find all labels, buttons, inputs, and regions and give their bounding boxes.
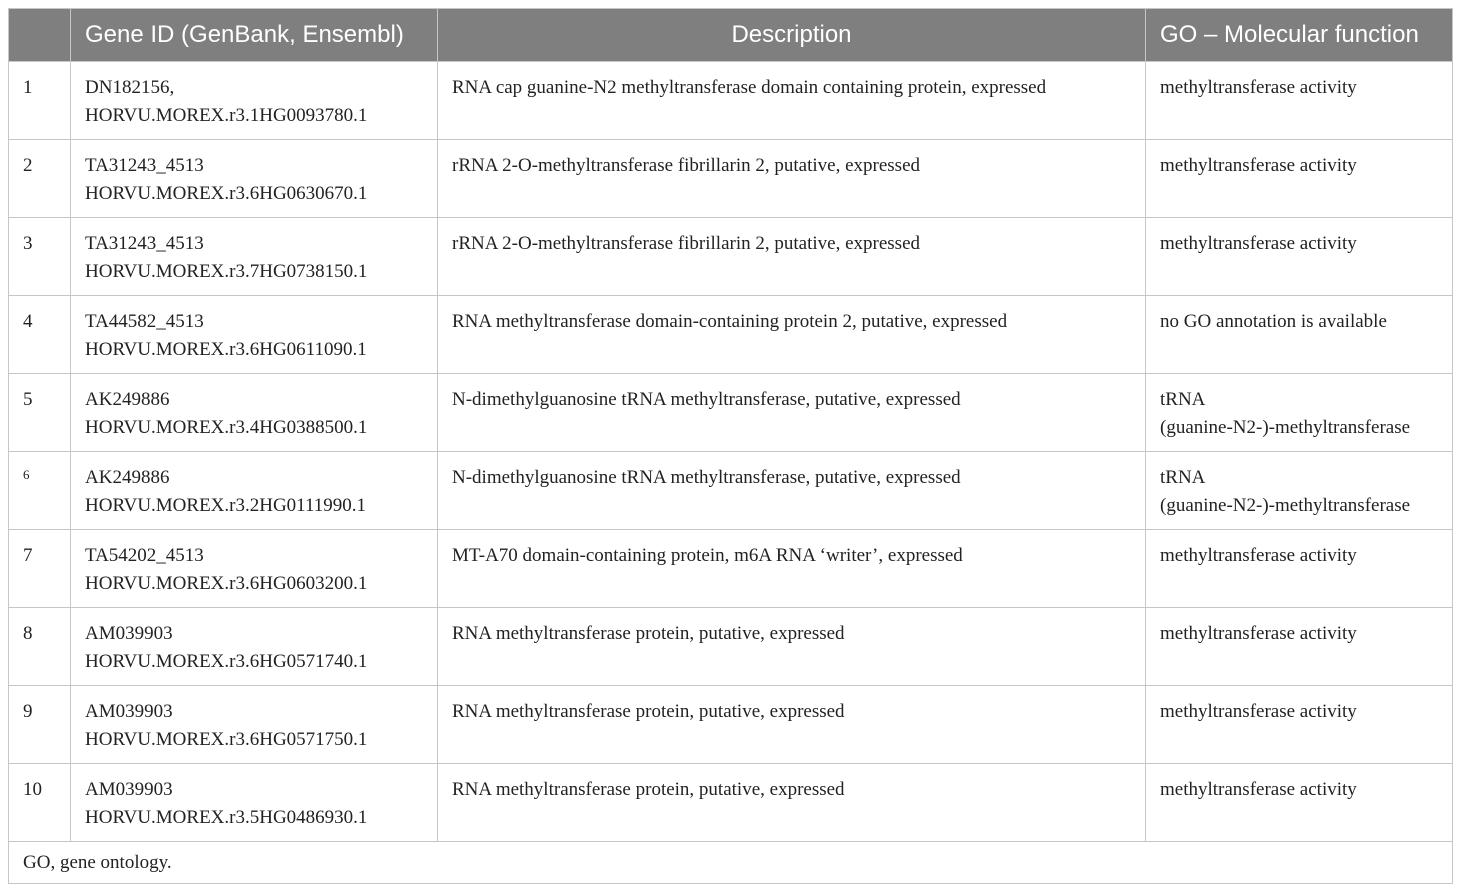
go-function-line: no GO annotation is available xyxy=(1160,311,1387,332)
gene-id-cell xyxy=(71,218,438,296)
ensembl-id: HORVU.MOREX.r3.6HG0630670.1 xyxy=(85,183,368,204)
row-number: 2 xyxy=(9,140,71,218)
table-footnote: GO, gene ontology. xyxy=(9,842,1453,884)
go-function-cell xyxy=(1146,218,1453,296)
genbank-id: TA31243_4513 xyxy=(85,155,204,176)
description-cell: N-dimethylguanosine tRNA methyltransferase, putative, expressed xyxy=(438,374,1146,452)
go-function-cell xyxy=(1146,62,1453,140)
ensembl-id: HORVU.MOREX.r3.6HG0603200.1 xyxy=(85,573,368,594)
go-function-line: methyltransferase activity xyxy=(1160,623,1357,644)
table-body xyxy=(9,62,1453,842)
ensembl-id: HORVU.MOREX.r3.4HG0388500.1 xyxy=(85,417,368,438)
ensembl-id: HORVU.MOREX.r3.1HG0093780.1 xyxy=(85,105,368,126)
go-function-line: methyltransferase activity xyxy=(1160,155,1357,176)
gene-id-cell xyxy=(71,764,438,842)
row-number: 7 xyxy=(9,530,71,608)
table-footer xyxy=(9,842,1453,884)
table-header xyxy=(9,9,1453,62)
go-function-cell xyxy=(1146,764,1453,842)
ensembl-id: HORVU.MOREX.r3.6HG0571750.1 xyxy=(85,729,368,750)
genbank-id: TA44582_4513 xyxy=(85,311,204,332)
description-cell: rRNA 2-O-methyltransferase fibrillarin 2, putative, expressed xyxy=(438,140,1146,218)
header-number xyxy=(9,9,71,62)
ensembl-id: HORVU.MOREX.r3.2HG0111990.1 xyxy=(85,495,367,516)
gene-id-cell xyxy=(71,608,438,686)
genbank-id: AM039903 xyxy=(85,779,173,800)
row-number: 9 xyxy=(9,686,71,764)
table-row xyxy=(9,374,1453,452)
go-function-cell xyxy=(1146,608,1453,686)
row-number: 5 xyxy=(9,374,71,452)
gene-id-cell xyxy=(71,374,438,452)
genbank-id: AK249886 xyxy=(85,389,170,410)
go-function-line: methyltransferase activity xyxy=(1160,779,1357,800)
gene-id-cell xyxy=(71,296,438,374)
row-number: 3 xyxy=(9,218,71,296)
go-function-line: methyltransferase activity xyxy=(1160,233,1357,254)
row-number: 1 xyxy=(9,62,71,140)
table-row xyxy=(9,608,1453,686)
go-function-line: tRNA xyxy=(1160,467,1206,488)
header-row xyxy=(9,9,1453,62)
genbank-id: TA54202_4513 xyxy=(85,545,204,566)
go-function-line: methyltransferase activity xyxy=(1160,701,1357,722)
go-function-line: tRNA xyxy=(1160,389,1206,410)
gene-id-cell xyxy=(71,452,438,530)
go-function-cell xyxy=(1146,140,1453,218)
description-cell: N-dimethylguanosine tRNA methyltransferase, putative, expressed xyxy=(438,452,1146,530)
table-row xyxy=(9,764,1453,842)
ensembl-id: HORVU.MOREX.r3.6HG0611090.1 xyxy=(85,339,367,360)
description-cell: RNA methyltransferase protein, putative, expressed xyxy=(438,686,1146,764)
gene-id-cell xyxy=(71,530,438,608)
ensembl-id: HORVU.MOREX.r3.5HG0486930.1 xyxy=(85,807,368,828)
go-function-line: methyltransferase activity xyxy=(1160,77,1357,98)
go-function-cell xyxy=(1146,296,1453,374)
genbank-id: TA31243_4513 xyxy=(85,233,204,254)
table-row xyxy=(9,686,1453,764)
genbank-id: AM039903 xyxy=(85,623,173,644)
description-cell: RNA methyltransferase domain-containing protein 2, putative, expressed xyxy=(438,296,1146,374)
footnote-row xyxy=(9,842,1453,884)
table-row xyxy=(9,218,1453,296)
go-function-line: methyltransferase activity xyxy=(1160,545,1357,566)
genbank-id: AK249886 xyxy=(85,467,170,488)
go-function-line: (guanine-N2-)-methyltransferase xyxy=(1160,417,1411,438)
description-cell: RNA methyltransferase protein, putative, expressed xyxy=(438,608,1146,686)
go-function-cell xyxy=(1146,374,1453,452)
gene-table-container xyxy=(8,8,1452,884)
gene-id-cell xyxy=(71,686,438,764)
row-number: 10 xyxy=(9,764,71,842)
header-go-function: GO – Molecular function xyxy=(1146,9,1453,62)
genbank-id: DN182156, xyxy=(85,77,175,98)
row-number: 4 xyxy=(9,296,71,374)
table-row xyxy=(9,62,1453,140)
genbank-id: AM039903 xyxy=(85,701,173,722)
go-function-cell xyxy=(1146,686,1453,764)
row-number: 8 xyxy=(9,608,71,686)
header-description: Description xyxy=(438,9,1146,62)
go-function-line: (guanine-N2-)-methyltransferase xyxy=(1160,495,1411,516)
description-cell: RNA cap guanine-N2 methyltransferase domain containing protein, expressed xyxy=(438,62,1146,140)
description-cell: rRNA 2-O-methyltransferase fibrillarin 2, putative, expressed xyxy=(438,218,1146,296)
table-row xyxy=(9,530,1453,608)
ensembl-id: HORVU.MOREX.r3.6HG0571740.1 xyxy=(85,651,368,672)
table-row xyxy=(9,140,1453,218)
gene-table xyxy=(8,8,1453,884)
ensembl-id: HORVU.MOREX.r3.7HG0738150.1 xyxy=(85,261,368,282)
description-cell: MT-A70 domain-containing protein, m6A RNA ‘writer’, expressed xyxy=(438,530,1146,608)
gene-id-cell xyxy=(71,62,438,140)
header-gene-id: Gene ID (GenBank, Ensembl) xyxy=(71,9,438,62)
description-cell: RNA methyltransferase protein, putative, expressed xyxy=(438,764,1146,842)
go-function-cell xyxy=(1146,530,1453,608)
row-number: 6 xyxy=(9,452,71,530)
table-row xyxy=(9,452,1453,530)
go-function-cell xyxy=(1146,452,1453,530)
gene-id-cell xyxy=(71,140,438,218)
table-row xyxy=(9,296,1453,374)
